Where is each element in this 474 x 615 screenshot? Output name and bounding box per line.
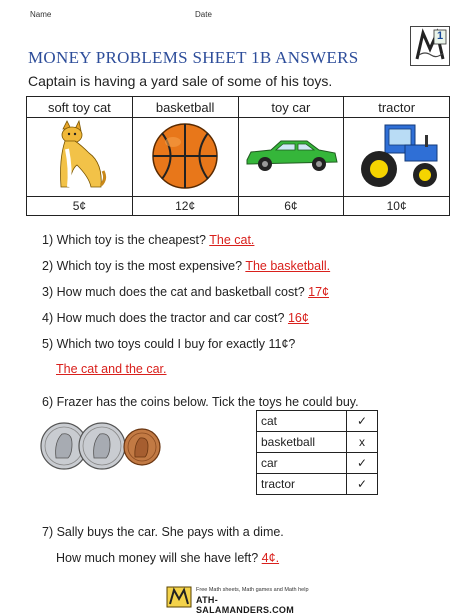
- question-7: 7) Sally buys the car. She pays with a dime.: [42, 525, 284, 539]
- toy-name: toy car: [238, 97, 344, 118]
- tractor-icon: [349, 121, 445, 191]
- toy-price-table: [26, 96, 450, 216]
- question-text: 3) How much does the cat and basketball cost?: [42, 285, 305, 299]
- tick-row: [257, 474, 378, 495]
- intro-text: Captain is having a yard sale of some of his toys.: [28, 73, 333, 89]
- tick-mark[interactable]: x: [347, 432, 378, 453]
- footer-tagline: Free Math sheets, Math games and Math help: [196, 587, 309, 593]
- logo-number: 1: [437, 30, 444, 42]
- answer-text: 17¢: [308, 285, 329, 299]
- toy-price: 5¢: [27, 197, 133, 216]
- basketball-icon: [149, 120, 221, 192]
- toy-picture-cell: [27, 118, 133, 197]
- page-title: MONEY PROBLEMS SHEET 1B ANSWERS: [28, 48, 359, 67]
- coins-illustration: [38, 420, 164, 472]
- question-3: [42, 285, 329, 299]
- toy-price: 10¢: [344, 197, 450, 216]
- question-6: 6) Frazer has the coins below. Tick the toys he could buy.: [42, 395, 359, 409]
- footer-site-name: ATH-SALAMANDERS.COM: [196, 595, 294, 615]
- toy-name: tractor: [344, 97, 450, 118]
- tick-row: [257, 432, 378, 453]
- answer-text: The cat.: [209, 233, 255, 247]
- tick-toy: tractor: [257, 474, 347, 495]
- tick-table: [256, 410, 378, 495]
- footer-brand: [166, 586, 316, 615]
- tick-toy: basketball: [257, 432, 347, 453]
- tick-row: [257, 411, 378, 432]
- toy-picture-cell: [238, 118, 344, 197]
- question-text: How much money will she have left?: [56, 551, 259, 565]
- tick-row: [257, 453, 378, 474]
- question-5: 5) Which two toys could I buy for exactly 11¢?: [42, 337, 296, 351]
- name-label: Name: [30, 10, 52, 19]
- question-1: [42, 233, 254, 247]
- answer-text: 4¢.: [261, 551, 280, 565]
- toy-name: basketball: [132, 97, 238, 118]
- salamander-icon: [166, 586, 192, 608]
- salamander-logo: [410, 26, 450, 66]
- question-4: [42, 311, 309, 325]
- tick-mark[interactable]: ✓: [347, 474, 378, 495]
- cat-icon: [49, 119, 109, 193]
- tick-mark[interactable]: ✓: [347, 453, 378, 474]
- question-text: 1) Which toy is the cheapest?: [42, 233, 206, 247]
- tick-toy: cat: [257, 411, 347, 432]
- question-text: 4) How much does the tractor and car cost?: [42, 311, 285, 325]
- question-7-sub: [56, 551, 279, 565]
- car-icon: [243, 136, 339, 176]
- penny-coin-icon: [124, 429, 160, 465]
- toy-picture-cell: [132, 118, 238, 197]
- toy-name: soft toy cat: [27, 97, 133, 118]
- toy-price: 12¢: [132, 197, 238, 216]
- toy-picture-cell: [344, 118, 450, 197]
- answer-text: The basketball.: [245, 259, 331, 273]
- date-label: Date: [195, 10, 212, 19]
- answer-5: The cat and the car.: [56, 362, 167, 376]
- tick-toy: car: [257, 453, 347, 474]
- nickel-coin-icon: [79, 423, 125, 469]
- tick-mark[interactable]: ✓: [347, 411, 378, 432]
- question-2: [42, 259, 330, 273]
- toy-price: 6¢: [238, 197, 344, 216]
- answer-text: 16¢: [287, 311, 309, 325]
- question-text: 2) Which toy is the most expensive?: [42, 259, 243, 273]
